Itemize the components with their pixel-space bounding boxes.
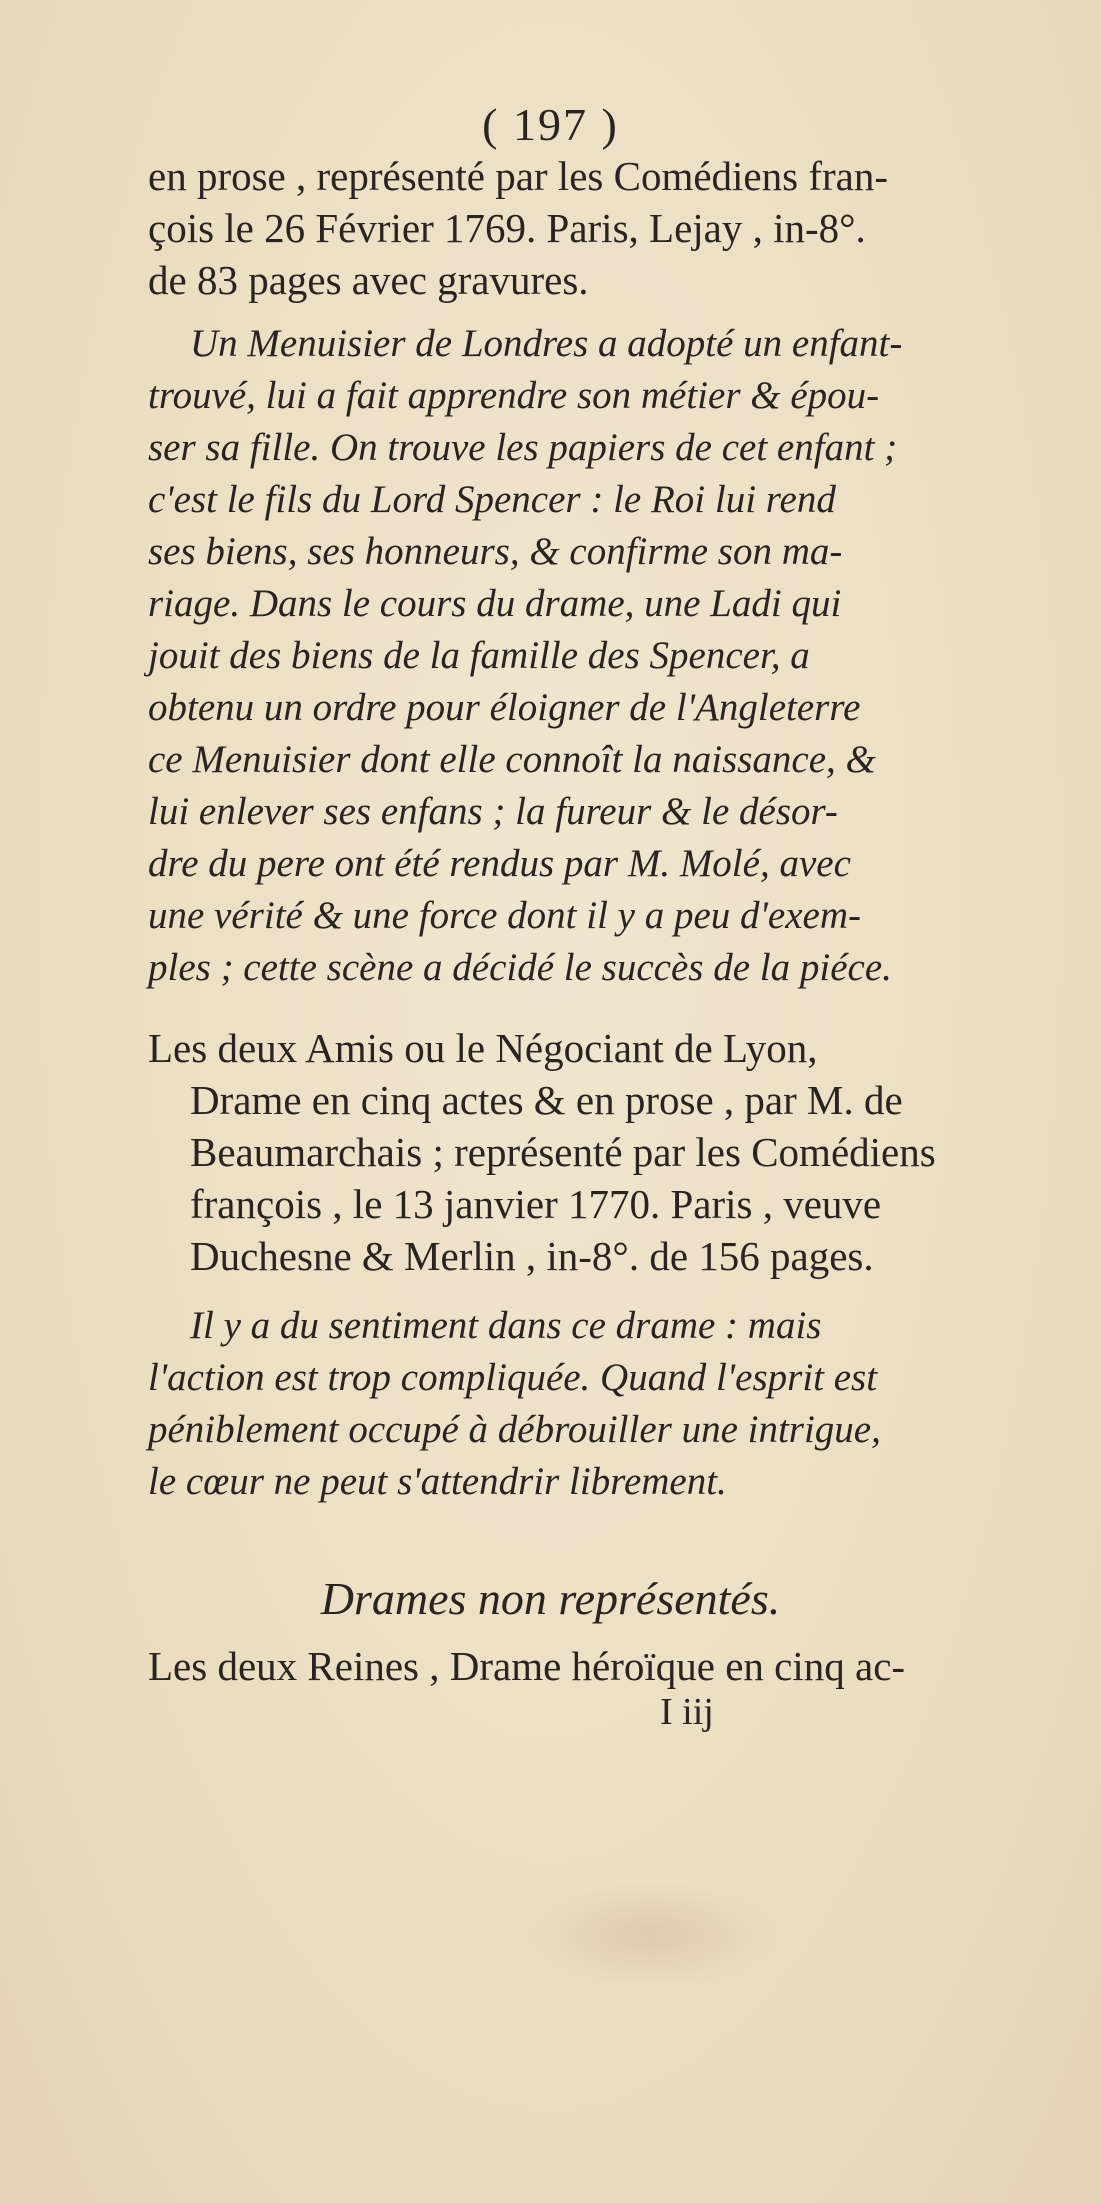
- text-line: l'action est trop compliquée. Quand l'esprit est: [148, 1356, 878, 1399]
- text-line: lui enlever ses enfans ; la fureur & le désor-: [148, 790, 838, 833]
- text-line: jouit des biens de la famille des Spencer, a: [148, 634, 810, 677]
- text-line: ser sa fille. On trouve les papiers de cet enfant ;: [148, 426, 898, 469]
- text-line: ples ; cette scène a décidé le succès de la piéce.: [148, 946, 892, 989]
- text-line: c'est le fils du Lord Spencer : le Roi lui rend: [148, 478, 836, 521]
- entry-1: [148, 150, 1028, 306]
- text-line: Les deux Amis ou le Négociant de Lyon,: [148, 1025, 818, 1071]
- comment-1: [148, 318, 1028, 994]
- text-line: péniblement occupé à débrouiller une intrigue,: [148, 1408, 881, 1451]
- text-line: une vérité & une force dont il y a peu d'exem-: [148, 894, 861, 937]
- text-line: Drame en cinq actes & en prose , par M. de: [190, 1077, 903, 1123]
- text-line: Beaumarchais ; représenté par les Comédiens: [190, 1129, 936, 1175]
- comment-2: [148, 1300, 1028, 1508]
- text-line: dre du pere ont été rendus par M. Molé, avec: [148, 842, 851, 885]
- text-line: çois le 26 Février 1769. Paris, Lejay , in-8°.: [148, 205, 866, 251]
- page-number: ( 197 ): [482, 99, 619, 150]
- text-line: Les deux Reines , Drame héroïque en cinq ac-: [148, 1643, 906, 1689]
- text-line: ce Menuisier dont elle connoît la naissance, &: [148, 738, 876, 781]
- text-line: de 83 pages avec gravures.: [148, 257, 589, 303]
- text-line: Duchesne & Merlin , in-8°. de 156 pages.: [190, 1233, 874, 1279]
- text-line: trouvé, lui a fait apprendre son métier & épou-: [148, 374, 880, 417]
- text-line: le cœur ne peut s'attendrir librement.: [148, 1460, 727, 1503]
- text-line: ses biens, ses honneurs, & confirme son ma-: [148, 530, 843, 573]
- entry-2: [148, 1022, 1028, 1282]
- text-line: riage. Dans le cours du drame, une Ladi qui: [148, 582, 842, 625]
- section-heading: Drames non représentés.: [320, 1573, 781, 1624]
- text-line: obtenu un ordre pour éloigner de l'Angleterre: [148, 686, 861, 729]
- text-line: Il y a du sentiment dans ce drame : mais: [190, 1304, 822, 1347]
- signature-mark: I iij: [660, 1691, 714, 1733]
- entry-3: [148, 1640, 1028, 1692]
- text-line: françois , le 13 janvier 1770. Paris , veuve: [190, 1181, 882, 1227]
- text-line: en prose , représenté par les Comédiens fran-: [148, 153, 888, 199]
- text-line: Un Menuisier de Londres a adopté un enfant-: [190, 322, 903, 365]
- paper-stain: [520, 1880, 780, 1990]
